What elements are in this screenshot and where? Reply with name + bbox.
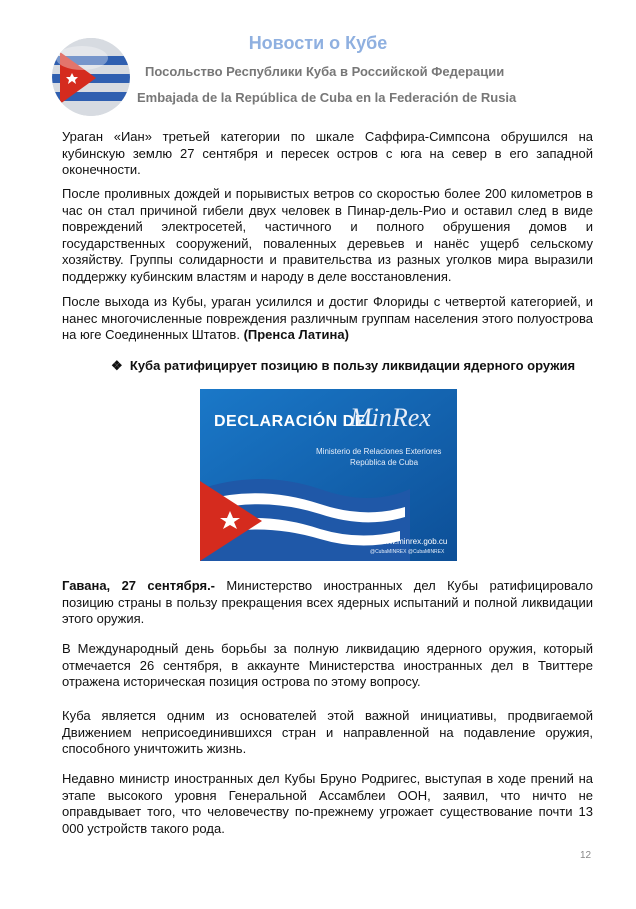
ministerio-label: Ministerio de Relaciones Exteriores — [316, 447, 442, 456]
social-handles: @CubaMINREX @CubaMINREX — [370, 549, 445, 555]
embassy-name-ru: Посольство Республики Куба в Российской Федерации — [145, 64, 505, 79]
article2-paragraph-1 — [62, 578, 593, 628]
article2-paragraph-4: Недавно министр иностранных дел Кубы Бруно Родригес, выступая в ходе прений на этапе высокого уровня Генеральной Ассамблеи ООН, заявил, что ничто не оправдывает того, что человечеству по-прежнему угрожает существование почти 13 000 устройств такого рода. — [62, 771, 593, 836]
article2-paragraph-2: В Международный день борьбы за полную ликвидацию ядерного оружия, который отмечается 26 сентября, в аккаунте Министерства иностранных дел в Твиттере отражена историческая позиция острова по этому вопросу. — [62, 641, 593, 689]
declaracion-label: DECLARACIÓN DEL — [214, 413, 377, 430]
minrex-url: www.minrex.gob.cu — [378, 537, 448, 546]
dateline: Гавана, 27 сентября.- — [62, 578, 216, 593]
article2-paragraph-3: Куба является одним из основателей этой важной инициативы, продвигаемой Движением неприсоединившихся стран и направленной на подавление оружия, способного уничтожить жизнь. — [62, 708, 593, 756]
article1-paragraph-3-text: После выхода из Кубы, ураган усилился и достиг Флориды с четвертой категорией, и нанес многочисленные повреждения различным группам населения этого полуострова на юге Соединенных Штатов. — [62, 294, 593, 342]
newsletter-title: Новости о Кубе — [248, 33, 388, 53]
article1-paragraph-1: Ураган «Иан» третьей категории по шкале Саффира-Симпсона обрушился на кубинскую землю 27 сентября и пересек остров с юга на север в его западной оконечности. — [62, 129, 593, 177]
article1-paragraph-2: После проливных дождей и порывистых ветров со скоростью более 200 километров в час он стал причиной гибели двух человек в Пинар-дель-Рио и оставил след в виде повреждений электросетей, частичного и полного обрушения домов и государственных сооружений, поваленных деревьев и нанёс ущерб сельскому хозяйству. Группы солидарности и правительства из разных уголков мира выразили поддержку кубинским властям и народу в деле восстановления. — [62, 186, 593, 284]
article2-paragraph-1-text: Министерство иностранных дел Кубы ратифицировало позицию страны в пользу прекращения всех ядерных испытаний и полной ликвидации этого оружия. — [62, 578, 593, 626]
minrex-declaration-banner — [200, 389, 457, 561]
article1-paragraph-3 — [62, 294, 593, 344]
minrex-logo-text: MinRex — [350, 403, 431, 432]
page-number: 12 — [580, 850, 592, 861]
republica-label: República de Cuba — [350, 458, 419, 467]
embassy-name-es: Embajada de la República de Cuba en la Federación de Rusia — [137, 90, 517, 105]
bullet-icon: ❖ — [111, 358, 123, 373]
article2-heading — [111, 358, 575, 374]
source-credit: (Пренса Латина) — [243, 327, 349, 342]
article2-heading-text: Куба ратифицирует позицию в пользу ликвидации ядерного оружия — [129, 358, 576, 373]
